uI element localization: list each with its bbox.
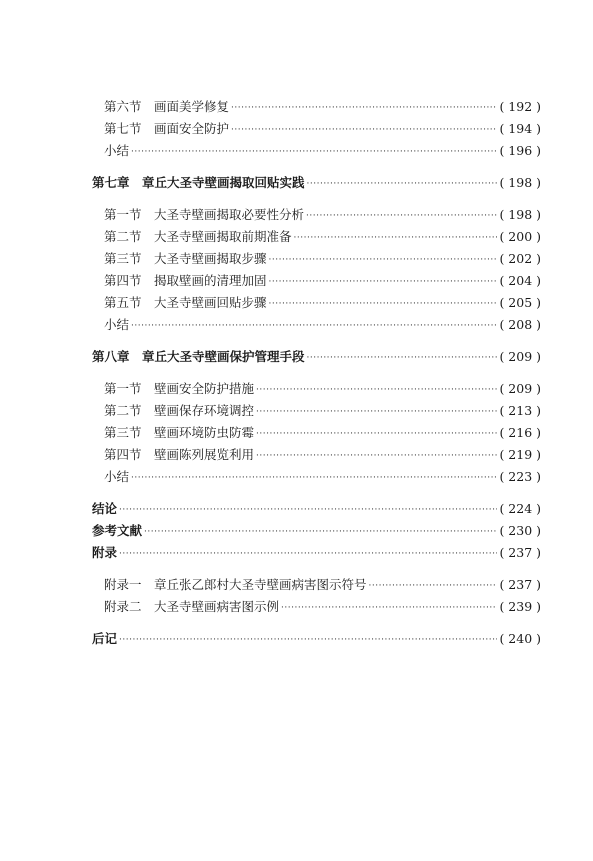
section-title: 壁画环境防虫防霉 — [154, 425, 255, 440]
dot-leader — [119, 499, 497, 521]
page-number: ( 205 ) — [499, 295, 541, 310]
entry-title: 附录 — [92, 545, 118, 560]
dot-leader — [131, 141, 497, 163]
section-title: 大圣寺壁画揭取必要性分析 — [154, 207, 305, 222]
section-number: 第六节 — [104, 99, 142, 114]
toc-chapter-7[interactable] — [92, 172, 541, 194]
dot-leader — [119, 543, 497, 565]
section-title: 揭取壁画的清理加固 — [154, 273, 267, 288]
toc-entry[interactable] — [92, 378, 541, 400]
dot-leader — [281, 597, 497, 619]
toc-entry[interactable] — [92, 466, 541, 488]
section-title: 大圣寺壁画揭取前期准备 — [154, 229, 292, 244]
page-number: ( 237 ) — [499, 545, 541, 560]
section-title: 小结 — [104, 317, 130, 332]
dot-leader — [256, 423, 497, 445]
page-number: ( 230 ) — [499, 523, 541, 538]
page-number: ( 209 ) — [499, 381, 541, 396]
section-title: 小结 — [104, 143, 130, 158]
toc-entry[interactable] — [92, 248, 541, 270]
dot-leader — [144, 521, 497, 543]
page-number: ( 224 ) — [499, 501, 541, 516]
section-title: 章丘张乙郎村大圣寺壁画病害图示符号 — [154, 577, 367, 592]
dot-leader — [131, 467, 497, 489]
section-number: 第一节 — [104, 207, 142, 222]
dot-leader — [269, 249, 498, 271]
dot-leader — [294, 227, 498, 249]
page-number: ( 200 ) — [499, 229, 541, 244]
entry-title: 后记 — [92, 631, 118, 646]
toc-entry[interactable] — [92, 422, 541, 444]
dot-leader — [269, 293, 498, 315]
appendix-number: 附录一 — [104, 577, 142, 592]
toc-entry[interactable] — [92, 444, 541, 466]
dot-leader — [231, 119, 497, 141]
section-title: 画面美学修复 — [154, 99, 230, 114]
toc-entry[interactable] — [92, 96, 541, 118]
dot-leader — [369, 575, 498, 597]
toc-entry[interactable] — [92, 118, 541, 140]
page-number: ( 196 ) — [499, 143, 541, 158]
section-number: 第二节 — [104, 403, 142, 418]
page-number: ( 209 ) — [499, 349, 541, 364]
dot-leader — [256, 379, 497, 401]
dot-leader — [231, 97, 497, 119]
section-title: 大圣寺壁画回贴步骤 — [154, 295, 267, 310]
dot-leader — [119, 629, 497, 651]
section-title: 壁画保存环境调控 — [154, 403, 255, 418]
chapter-number: 第八章 — [92, 349, 130, 364]
toc-entry[interactable] — [92, 574, 541, 596]
page-number: ( 213 ) — [499, 403, 541, 418]
toc-appendix[interactable] — [92, 542, 541, 564]
page-number: ( 204 ) — [499, 273, 541, 288]
appendix-number: 附录二 — [104, 599, 142, 614]
page-number: ( 223 ) — [499, 469, 541, 484]
section-title: 大圣寺壁画揭取步骤 — [154, 251, 267, 266]
entry-title: 结论 — [92, 501, 118, 516]
toc-entry[interactable] — [92, 140, 541, 162]
section-number: 第四节 — [104, 447, 142, 462]
dot-leader — [269, 271, 498, 293]
page-number: ( 240 ) — [499, 631, 541, 646]
dot-leader — [256, 445, 497, 467]
dot-leader — [131, 315, 497, 337]
page-number: ( 192 ) — [499, 99, 541, 114]
dot-leader — [307, 347, 498, 369]
chapter-title: 章丘大圣寺壁画揭取回贴实践 — [142, 175, 305, 190]
section-title: 壁画安全防护措施 — [154, 381, 255, 396]
page-number: ( 237 ) — [499, 577, 541, 592]
page-number: ( 239 ) — [499, 599, 541, 614]
section-number: 第三节 — [104, 425, 142, 440]
page-number: ( 198 ) — [499, 175, 541, 190]
section-title: 壁画陈列展览利用 — [154, 447, 255, 462]
page-number: ( 198 ) — [499, 207, 541, 222]
toc-entry[interactable] — [92, 292, 541, 314]
toc-entry[interactable] — [92, 226, 541, 248]
entry-title: 参考文献 — [92, 523, 143, 538]
toc-entry[interactable] — [92, 204, 541, 226]
dot-leader — [307, 173, 498, 195]
section-number: 第一节 — [104, 381, 142, 396]
dot-leader — [306, 205, 497, 227]
section-number: 第三节 — [104, 251, 142, 266]
section-title: 小结 — [104, 469, 130, 484]
section-number: 第五节 — [104, 295, 142, 310]
toc-conclusion[interactable] — [92, 498, 541, 520]
page-number: ( 194 ) — [499, 121, 541, 136]
toc-postscript[interactable] — [92, 628, 541, 650]
toc-entry[interactable] — [92, 270, 541, 292]
section-number: 第二节 — [104, 229, 142, 244]
table-of-contents — [92, 96, 541, 650]
section-number: 第四节 — [104, 273, 142, 288]
page-number: ( 208 ) — [499, 317, 541, 332]
section-title: 大圣寺壁画病害图示例 — [154, 599, 280, 614]
toc-entry[interactable] — [92, 400, 541, 422]
toc-references[interactable] — [92, 520, 541, 542]
page-number: ( 216 ) — [499, 425, 541, 440]
chapter-title: 章丘大圣寺壁画保护管理手段 — [142, 349, 305, 364]
section-title: 画面安全防护 — [154, 121, 230, 136]
chapter-number: 第七章 — [92, 175, 130, 190]
page-number: ( 202 ) — [499, 251, 541, 266]
section-number: 第七节 — [104, 121, 142, 136]
toc-entry[interactable] — [92, 596, 541, 618]
page-number: ( 219 ) — [499, 447, 541, 462]
dot-leader — [256, 401, 497, 423]
toc-chapter-8[interactable] — [92, 346, 541, 368]
toc-entry[interactable] — [92, 314, 541, 336]
